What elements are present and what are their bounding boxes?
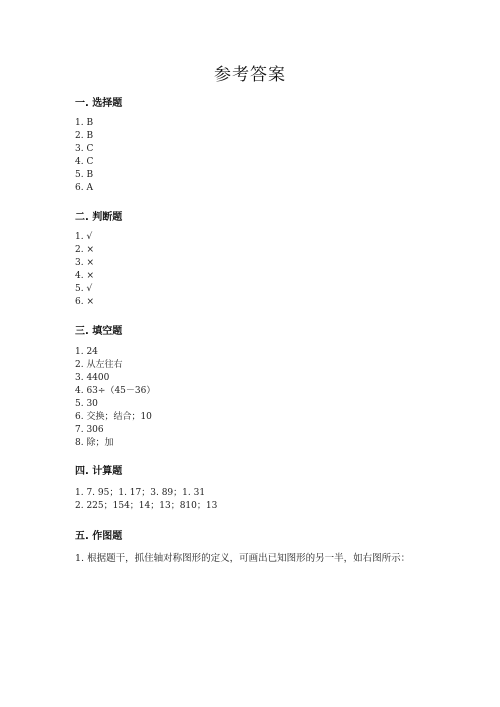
section-heading-multiple-choice: 一. 选择题 — [75, 98, 123, 109]
section-heading-fill-blank: 三. 填空题 — [75, 326, 123, 337]
answer-item: 6. A — [75, 183, 93, 193]
section-heading-true-false: 二. 判断题 — [75, 212, 123, 223]
answer-item: 3. C — [75, 144, 94, 154]
answer-item: 6. 交换；结合；10 — [75, 412, 152, 422]
answer-item: 5. √ — [75, 284, 93, 294]
answer-item: 5. B — [75, 170, 94, 180]
answer-item: 2. B — [75, 131, 94, 141]
true-false-answers — [75, 231, 94, 309]
answer-item: 6. × — [75, 297, 94, 307]
answer-item: 1. √ — [75, 232, 93, 242]
drawing-answer-paragraph: 1. 根据题干，抓住轴对称图形的定义，可画出已知图形的另一半，如右图所示： — [75, 553, 411, 564]
answer-item: 4. × — [75, 271, 94, 281]
answer-item: 1. 7. 95；1. 17；3. 89；1. 31 — [75, 488, 206, 498]
answer-item: 2. 225；154；14；13；810；13 — [75, 501, 218, 511]
answer-item: 2. × — [75, 245, 94, 255]
answer-item: 1. 24 — [75, 347, 98, 357]
answer-item: 8. 除；加 — [75, 438, 114, 448]
calculation-answers — [75, 487, 217, 513]
section-heading-drawing: 五. 作图题 — [75, 531, 123, 542]
section-heading-calculation: 四. 计算题 — [75, 466, 123, 477]
multiple-choice-answers — [75, 117, 93, 195]
answer-item: 1. B — [75, 118, 94, 128]
page-title: 参考答案 — [214, 65, 286, 85]
answer-item: 3. 4400 — [75, 373, 110, 383]
answer-item: 4. C — [75, 157, 94, 167]
answer-item: 4. 63÷（45－36） — [75, 386, 156, 396]
answer-item: 5. 30 — [75, 399, 98, 409]
answer-item: 3. × — [75, 258, 94, 268]
answer-item: 7. 306 — [75, 425, 104, 435]
answer-item: 2. 从左往右 — [75, 360, 123, 370]
fill-blank-answers — [75, 346, 155, 450]
